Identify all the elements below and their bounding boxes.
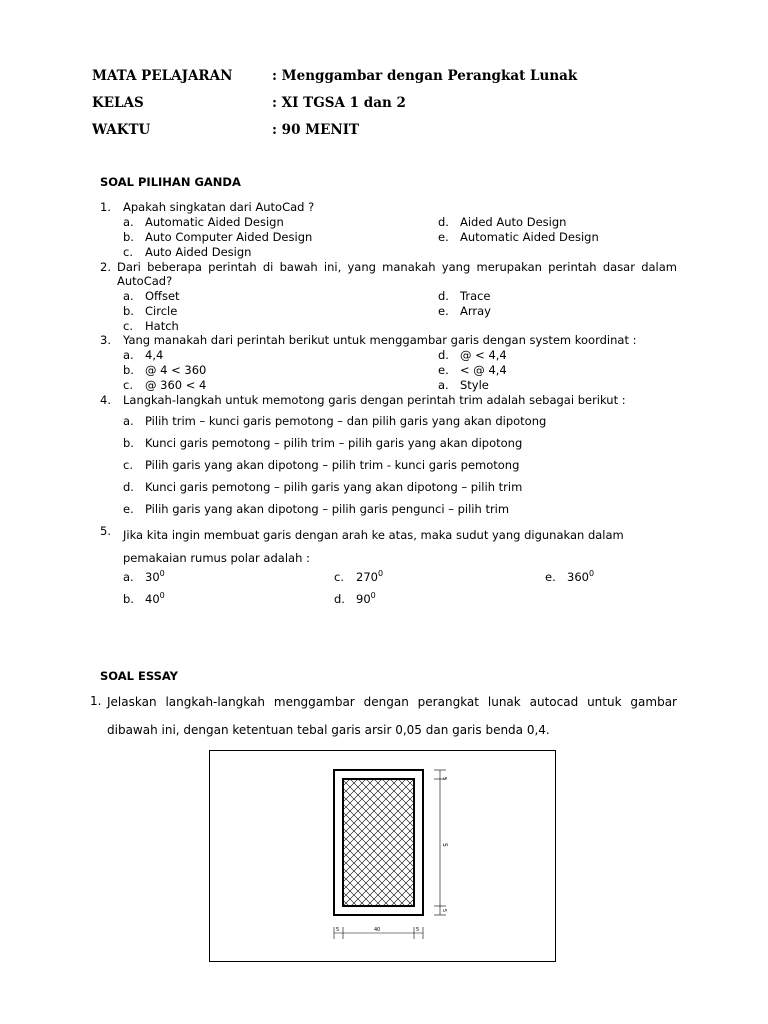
option-text: 40 [145,592,160,606]
option-text: Aided Auto Design [460,215,567,229]
option-letter: b. [123,592,134,606]
option-text: 360 [567,570,589,584]
dimension-label: 5 [441,777,447,781]
option-text: 4,4 [145,348,164,362]
option-item [438,215,566,229]
inner-hatched-rectangle [343,779,414,906]
option-text: 90 [356,592,371,606]
option-letter: c. [123,245,133,259]
option-item [438,348,507,362]
option-item [123,591,165,606]
section-title: SOAL ESSAY [100,669,179,683]
option-text: Trace [460,289,491,303]
option-text: < @ 4,4 [460,363,507,377]
option-item [123,289,180,303]
option-letter: c. [123,378,133,392]
option-item [123,480,522,494]
section-title: SOAL PILIHAN GANDA [100,175,241,189]
option-text: Pilih trim – kunci garis pemotong – dan pilih garis yang akan dipotong [145,414,547,428]
option-item [123,378,206,392]
option-text: Pilih garis yang akan dipotong – pilih trim - kunci garis pemotong [145,458,520,472]
technical-drawing-figure [209,750,556,962]
option-letter: a. [123,570,134,584]
question-number: 3. [100,333,111,347]
time-label: WAKTU [92,122,151,138]
option-superscript: 0 [370,591,376,600]
question-text: Jelaskan langkah-langkah menggambar dengan perangkat lunak autocad untuk gambar dibawah ini, dengan ketentuan tebal garis arsir 0,05 dan garis benda 0,4. [107,695,677,737]
option-item [438,289,491,303]
option-letter: e. [438,363,449,377]
dimension-label: 40 [374,927,381,933]
option-item [123,319,179,333]
option-superscript: 0 [159,569,165,578]
option-text: Circle [145,304,178,318]
option-text: @ 360 < 4 [145,378,207,392]
option-text: Array [460,304,491,318]
option-letter: e. [438,304,449,318]
dimension-label: 5 [336,927,340,933]
option-item [123,363,206,377]
option-text: 270 [356,570,378,584]
option-superscript: 0 [588,569,595,578]
question-number: 5. [100,524,111,538]
option-letter: c. [123,458,133,472]
option-letter: e. [438,230,449,244]
option-letter: d. [438,289,449,303]
option-item [334,569,383,584]
question-text: Apakah singkatan dari AutoCad ? [123,200,315,214]
question-number: 1. [90,694,102,708]
subject-value: : Menggambar dengan Perangkat Lunak [272,68,578,84]
option-letter: a. [438,378,449,392]
option-text: Automatic Aided Design [145,215,284,229]
option-text: Style [460,378,489,392]
option-text: Kunci garis pemotong – pilih trim – pilih garis yang akan dipotong [145,436,523,450]
hatched-rectangle-drawing [210,751,555,961]
option-text: Hatch [145,319,179,333]
question-number: 1. [100,200,111,214]
option-item [123,436,522,450]
option-letter: d. [334,592,345,606]
option-item [438,363,507,377]
option-letter: c. [334,570,344,584]
dimension-label: 5 [441,909,447,913]
option-text: Auto Aided Design [145,245,252,259]
question-number: 2. [100,260,111,274]
option-item [123,215,284,229]
time-value: : 90 MENIT [272,122,360,138]
option-item [123,569,165,584]
option-text: Pilih garis yang akan dipotong – pilih garis pengunci – pilih trim [145,502,510,516]
option-superscript: 0 [377,569,384,578]
option-item [123,245,251,259]
option-letter: a. [123,215,134,229]
question-text: Jika kita ingin membuat garis dengan arah ke atas, maka sudut yang digunakan dalam pemakaian rumus polar adalah : [123,528,624,565]
option-letter: b. [123,363,134,377]
question-text: Yang manakah dari perintah berikut untuk menggambar garis dengan system koordinat : [123,333,637,347]
option-item [123,348,163,362]
option-letter: d. [123,480,134,494]
subject-label: MATA PELAJARAN [92,68,233,84]
question-text: Dari beberapa perintah di bawah ini, yang manakah yang merupakan perintah dasar dalam AutoCad? [117,260,677,288]
option-item [123,458,519,472]
option-letter: b. [123,436,134,450]
option-item [545,569,594,584]
option-text: Automatic Aided Design [460,230,599,244]
option-text: Offset [145,289,180,303]
dimension-label: 5 [416,927,420,933]
question-number: 4. [100,393,111,407]
option-letter: b. [123,230,134,244]
option-item [334,591,376,606]
option-superscript: 0 [159,591,165,600]
option-letter: e. [123,502,134,516]
option-letter: a. [123,414,134,428]
option-letter: b. [123,304,134,318]
option-letter: c. [123,319,133,333]
option-text: Auto Computer Aided Design [145,230,313,244]
class-label: KELAS [92,95,144,111]
question-text: Langkah-langkah untuk memotong garis dengan perintah trim adalah sebagai berikut : [123,393,626,407]
option-text: @ 4 < 360 [145,363,207,377]
option-item [438,230,599,244]
dimension-label: 5 [441,843,448,847]
option-item [123,304,177,318]
option-letter: d. [438,215,449,229]
option-text: 30 [145,570,160,584]
class-value: : XI TGSA 1 dan 2 [272,95,406,111]
option-item [438,304,491,318]
option-text: Kunci garis pemotong – pilih garis yang akan dipotong – pilih trim [145,480,523,494]
option-item [438,378,489,392]
option-letter: a. [123,289,134,303]
option-item [123,414,546,428]
option-letter: d. [438,348,449,362]
option-letter: e. [545,570,556,584]
option-item [123,230,312,244]
option-item [123,502,509,516]
option-letter: a. [123,348,134,362]
option-text: @ < 4,4 [460,348,507,362]
